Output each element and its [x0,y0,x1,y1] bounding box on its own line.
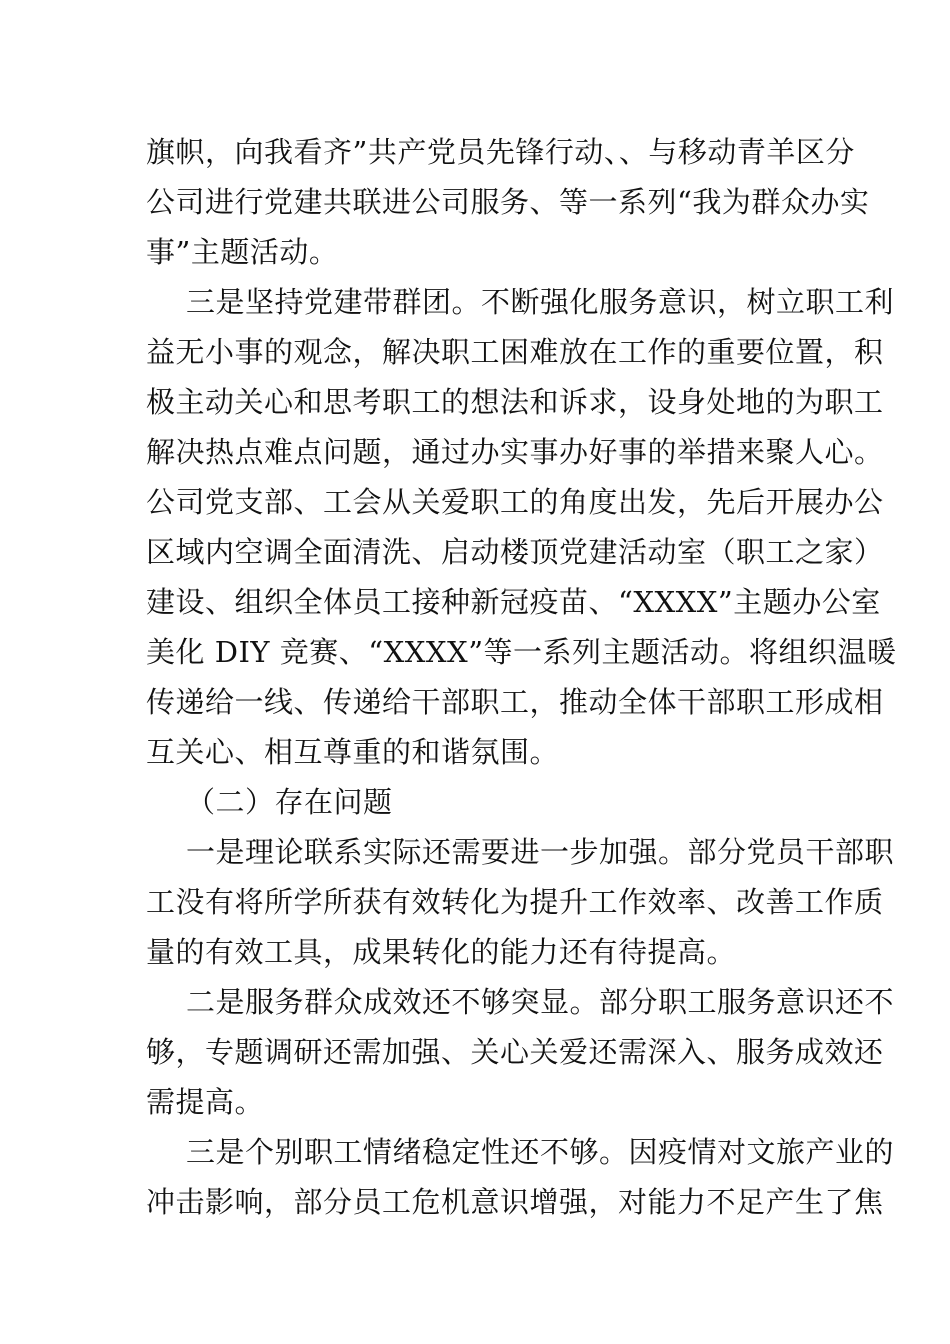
text-line: （二）存在问题 [186,785,393,819]
text-line: 公司进行党建共联进公司服务、等一系列“我为群众办实 [146,185,870,219]
text-line: 三是个别职工情绪稳定性还不够。因疫情对文旅产业的 [186,1135,895,1169]
text-line: 互关心、相互尊重的和谐氛围。 [146,735,560,769]
text-line: 旗帜，向我看齐”共产党员先锋行动、、与移动青羊区分 [146,135,855,169]
text-line: 二是服务群众成效还不够突显。部分职工服务意识还不 [186,985,895,1019]
text-line: 需提高。 [146,1085,265,1119]
text-line: 传递给一线、传递给干部职工，推动全体干部职工形成相 [146,685,884,719]
text-line: 美化 DIY 竞赛、“XXXX”等一系列主题活动。将组织温暖 [146,635,897,669]
text-line: 解决热点难点问题，通过办实事办好事的举措来聚人心。 [146,435,884,469]
text-line: 区域内空调全面清洗、启动楼顶党建活动室（职工之家） [146,535,884,569]
text-line: 够，专题调研还需加强、关心关爱还需深入、服务成效还 [146,1035,884,1069]
text-line: 冲击影响，部分员工危机意识增强，对能力不足产生了焦 [146,1185,884,1219]
text-line: 益无小事的观念，解决职工困难放在工作的重要位置，积 [146,335,884,369]
text-line: 量的有效工具，成果转化的能力还有待提高。 [146,935,737,969]
text-line: 极主动关心和思考职工的想法和诉求，设身处地的为职工 [146,385,884,419]
text-line: 三是坚持党建带群团。不断强化服务意识，树立职工利 [186,285,895,319]
text-line: 一是理论联系实际还需要进一步加强。部分党员干部职 [186,835,895,869]
text-line: 公司党支部、工会从关爱职工的角度出发，先后开展办公 [146,485,884,519]
text-line: 工没有将所学所获有效转化为提升工作效率、改善工作质 [146,885,884,919]
text-line: 建设、组织全体员工接种新冠疫苗、“XXXX”主题办公室 [146,585,881,619]
text-line: 事”主题活动。 [146,235,339,269]
document-body [146,127,897,1227]
